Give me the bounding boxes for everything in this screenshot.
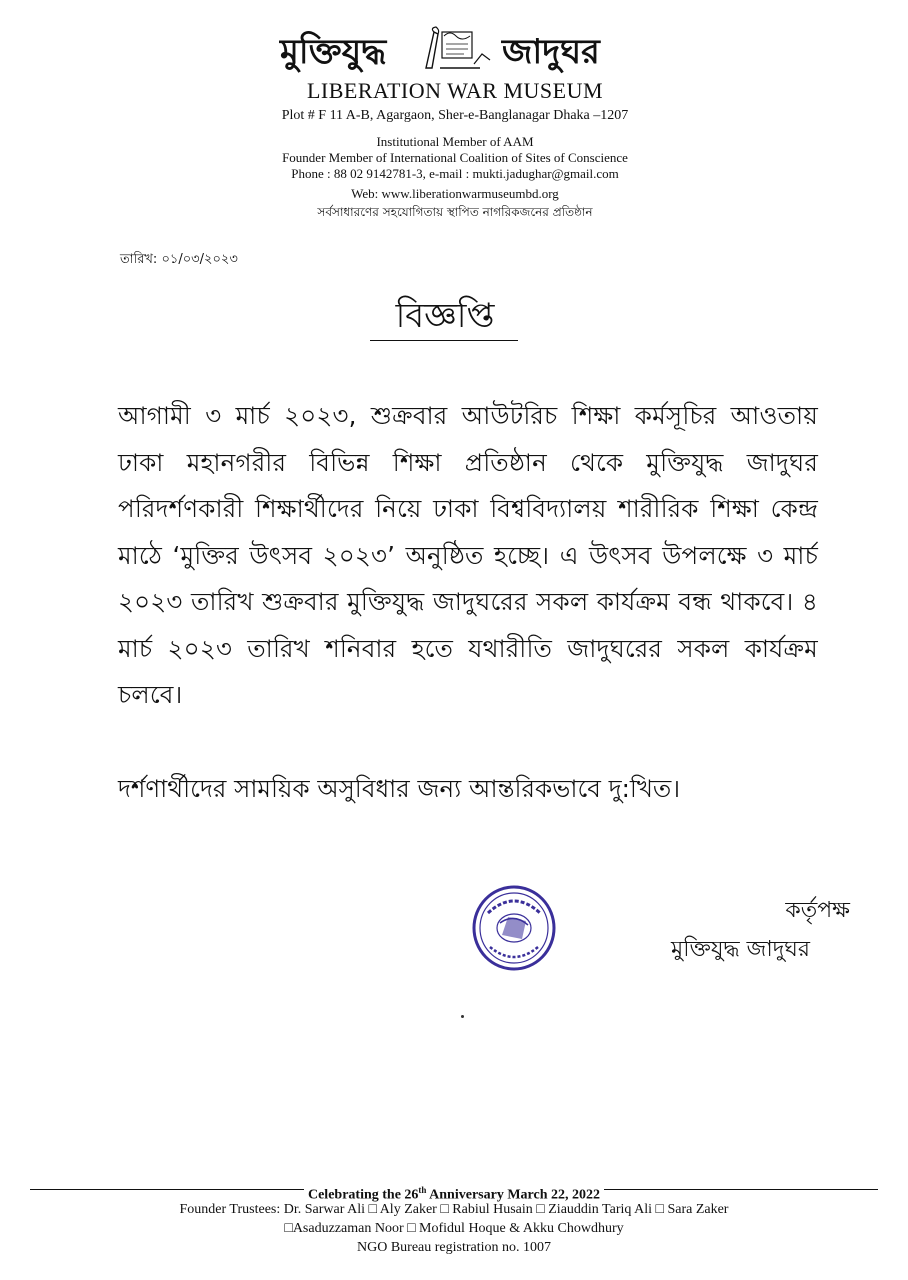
logo-text-left: মুক্তিযুদ্ধ [280,32,387,72]
notice-body: আগামী ৩ মার্চ ২০২৩, শুক্রবার আউটরিচ শিক্ষা কর্মসূচির আওতায় ঢাকা মহানগরীর বিভিন্ন শিক্ষা প্রতিষ্ঠান থেকে মুক্তিযুদ্ধ জাদুঘর পরিদর্শণকারী শিক্ষার্থীদের নিয়ে ঢাকা বিশ্ববিদ্যালয় শারীরিক শিক্ষা কেন্দ্র মাঠে ‘মুক্তির উৎসব ২০২৩’ অনুষ্ঠিত হচ্ছে। এ উৎসব উপলক্ষে ৩ মার্চ ২০২৩ তারিখ শুক্রবার মুক্তিযুদ্ধ জাদুঘরের সকল কার্যক্রম বন্ধ থাকবে। ৪ মার্চ ২০২৩ তারিখ শনিবার হতে যথারীতি জাদুঘরের সকল কার্যক্রম চলবে। [118,401,818,709]
website-line: Web: www.liberationwarmuseumbd.org [351,186,559,201]
signature-authority: কর্তৃপক্ষ [785,898,850,923]
membership-line: Institutional Member of AAM [376,134,534,149]
logo-text-right: জাদুঘর [502,32,600,72]
notice-apology: দর্শণার্থীদের সাময়িক অসুবিধার জন্য আন্তরিকভাবে দু:খিত। [118,774,681,803]
founder-membership-line: Founder Member of International Coalition of Sites of Conscience [282,150,628,165]
contact-line: Phone : 88 02 9142781-3, e-mail : mukti.jadughar@gmail.com [291,166,619,181]
tagline: সর্বসাধারণের সহযোগিতায় স্থাপিত নাগরিকজনের প্রতিষ্ঠান [317,205,593,219]
notice-date: তারিখ: ০১/০৩/২০২৩ [120,252,238,267]
official-seal-icon [470,883,558,973]
footer-anniversary [0,1185,908,1204]
ink-speck [461,1015,464,1018]
museum-name: LIBERATION WAR MUSEUM [306,78,604,103]
letterhead-logo [250,22,670,74]
footer-trustees-line-2: □Asaduzzaman Noor □ Mofidul Hoque & Akku Chowdhury [284,1221,624,1236]
museum-address: Plot # F 11 A-B, Agargaon, Sher-e-Banglanagar Dhaka –1207 [281,108,629,123]
footer-trustees-line-1: Founder Trustees: Dr. Sarwar Ali □ Aly Zaker □ Rabiul Husain □ Ziauddin Tariq Ali □ Sara Zaker [179,1202,729,1217]
notice-heading: বিজ্ঞপ্তি [395,296,495,336]
anniversary-ordinal: th [418,1185,427,1195]
footer-ngo-registration: NGO Bureau registration no. 1007 [356,1240,552,1255]
heading-underline [370,340,518,341]
museum-emblem-icon [420,24,500,72]
signature-organization: মুক্তিযুদ্ধ জাদুঘর [671,937,810,962]
anniversary-suffix: Anniversary March 22, 2022 [426,1187,601,1203]
anniversary-prefix: Celebrating the 26 [307,1187,419,1203]
